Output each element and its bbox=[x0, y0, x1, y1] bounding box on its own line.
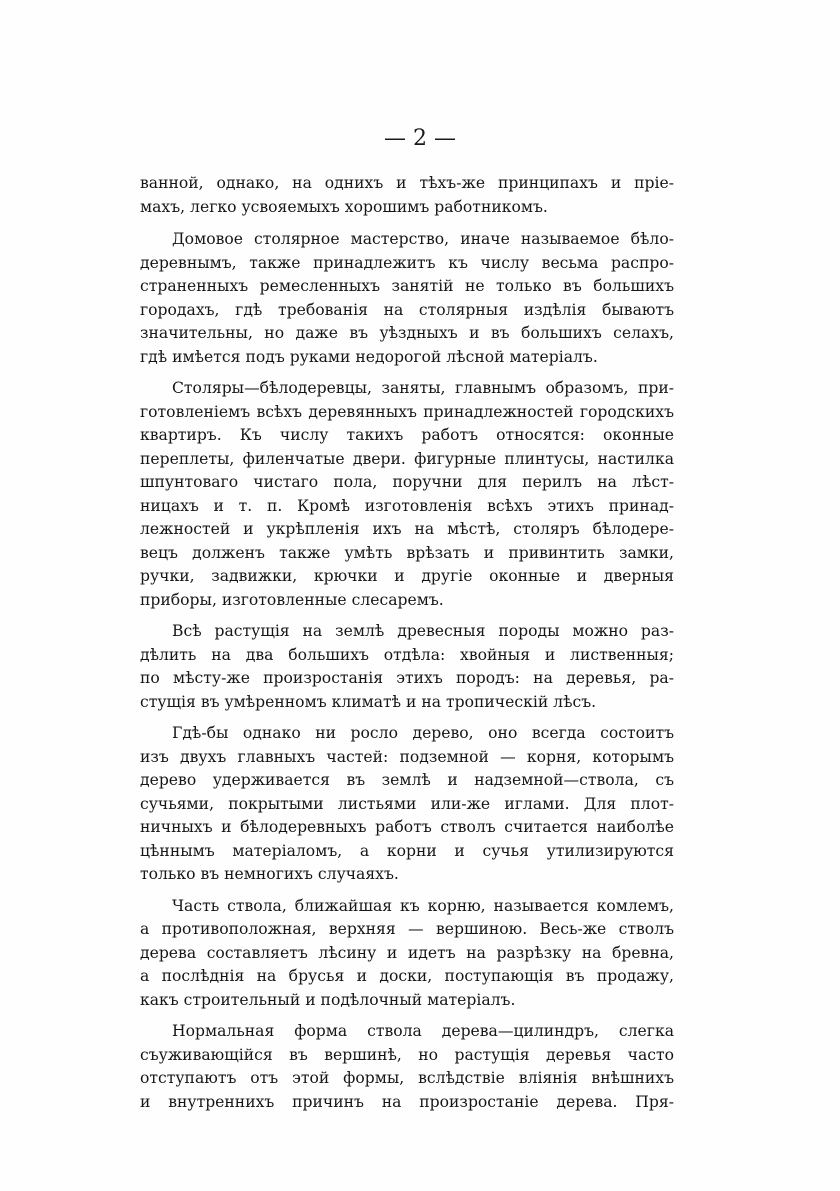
text-line: городахъ, гдѣ требованiя на столярныя издѣлiя бываютъ bbox=[140, 300, 674, 319]
text-line: Гдѣ-бы однако ни росло дерево, оно всегда состоитъ bbox=[172, 724, 674, 742]
text-line: а противоположная, верхняя — вершиною. Весь-же стволъ bbox=[140, 920, 674, 938]
text-line: дерева составляетъ лѣсину и идетъ на разрѣзку на бревна, bbox=[140, 943, 674, 962]
text-line: ванной, однако, на однихъ и тѣхъ-же принципахъ и прiе- bbox=[140, 174, 674, 192]
text-line: значительны, но даже въ уѣздныхъ и въ большихъ селахъ, bbox=[140, 324, 674, 342]
text-line: деревнымъ, также принадлежитъ къ числу весьма распро- bbox=[140, 253, 674, 272]
text-line: шпунтоваго чистаго пола, поручни для перилъ на лѣст- bbox=[140, 473, 674, 491]
text-line: Нормальная форма ствола дерева—цилиндръ, слегка bbox=[172, 1022, 674, 1040]
text-line: ничныхъ и бѣлодеревныхъ работъ стволъ считается наиболѣе bbox=[140, 818, 674, 836]
text-line: а послѣднiя на брусья и доски, поступающiя въ продажу, bbox=[140, 967, 674, 985]
paragraph bbox=[140, 620, 674, 714]
text-line: квартиръ. Къ числу такихъ работъ относятся: оконные bbox=[140, 426, 674, 444]
body-text bbox=[140, 172, 674, 1122]
text-line: дѣлить на два большихъ отдѣла: хвойныя и лиственныя; bbox=[140, 645, 674, 664]
text-line: цѣннымъ матерiаломъ, а корни и сучья утилизируются bbox=[140, 841, 674, 860]
text-line: изъ двухъ главныхъ частей: подземной — корня, которымъ bbox=[140, 747, 674, 766]
text-line: ницахъ и т. п. Кромѣ изготовленiя всѣхъ этихъ принад- bbox=[140, 496, 674, 515]
text-line: вецъ долженъ также умѣть врѣзать и привинтить замки, bbox=[140, 543, 674, 562]
text-line: съуживающiйся въ вершинѣ, но растущiя деревья часто bbox=[140, 1045, 674, 1064]
text-line: по мѣсту-же произростанiя этихъ породъ: на деревья, ра- bbox=[140, 669, 674, 687]
text-line: махъ, легко усвояемыхъ хорошимъ работникомъ. bbox=[140, 197, 548, 216]
text-line: дерево удерживается въ землѣ и надземной—ствола, съ bbox=[140, 771, 674, 789]
text-line: Столяры—бѣлодеревцы, заняты, главнымъ образомъ, при- bbox=[172, 379, 674, 397]
paragraph bbox=[140, 722, 674, 887]
text-line: Домовое столярное мастерство, иначе называемое бѣло- bbox=[172, 230, 674, 248]
text-line: Всѣ растущiя на землѣ древесныя породы можно раз- bbox=[172, 622, 674, 640]
paragraph bbox=[140, 1020, 674, 1114]
text-line: только въ немногихъ случаяхъ. bbox=[140, 865, 399, 883]
text-line: сучьями, покрытыми листьями или-же иглами. Для плот- bbox=[140, 794, 674, 813]
text-line: отступаютъ отъ этой формы, вслѣдствiе влiянiя внѣшнихъ bbox=[140, 1069, 674, 1087]
paragraph bbox=[140, 377, 674, 612]
text-line: стущiя въ умѣренномъ климатѣ и на тропическiй лѣсъ. bbox=[140, 692, 597, 711]
text-line: страненныхъ ремесленныхъ занятiй не только въ большихъ bbox=[140, 277, 674, 295]
text-line: Часть ствола, ближайшая къ корню, называется комлемъ, bbox=[172, 896, 674, 915]
text-line: ручки, задвижки, крючки и другiе оконные и дверныя bbox=[140, 567, 674, 585]
text-line: переплеты, филенчатые двери. фигурные плинтусы, настилка bbox=[140, 449, 674, 468]
paragraph bbox=[140, 172, 674, 219]
paragraph bbox=[140, 895, 674, 1013]
page-number: — 2 — bbox=[384, 126, 456, 151]
text-line: приборы, изготовленные слесаремъ. bbox=[140, 590, 444, 609]
text-line: готовленiемъ всѣхъ деревянныхъ принадлежностей городскихъ bbox=[140, 402, 674, 421]
text-line: и внутреннихъ причинъ на произростанiе дерева. Пря- bbox=[140, 1092, 674, 1111]
text-line: какъ строительный и подѣлочный матерiалъ. bbox=[140, 990, 516, 1009]
paragraph bbox=[140, 228, 674, 369]
text-line: лежностей и укрѣпленiя ихъ на мѣстѣ, столяръ бѣлодере- bbox=[140, 520, 674, 538]
text-line: гдѣ имѣется подъ руками недорогой лѣсной матерiалъ. bbox=[140, 347, 598, 366]
